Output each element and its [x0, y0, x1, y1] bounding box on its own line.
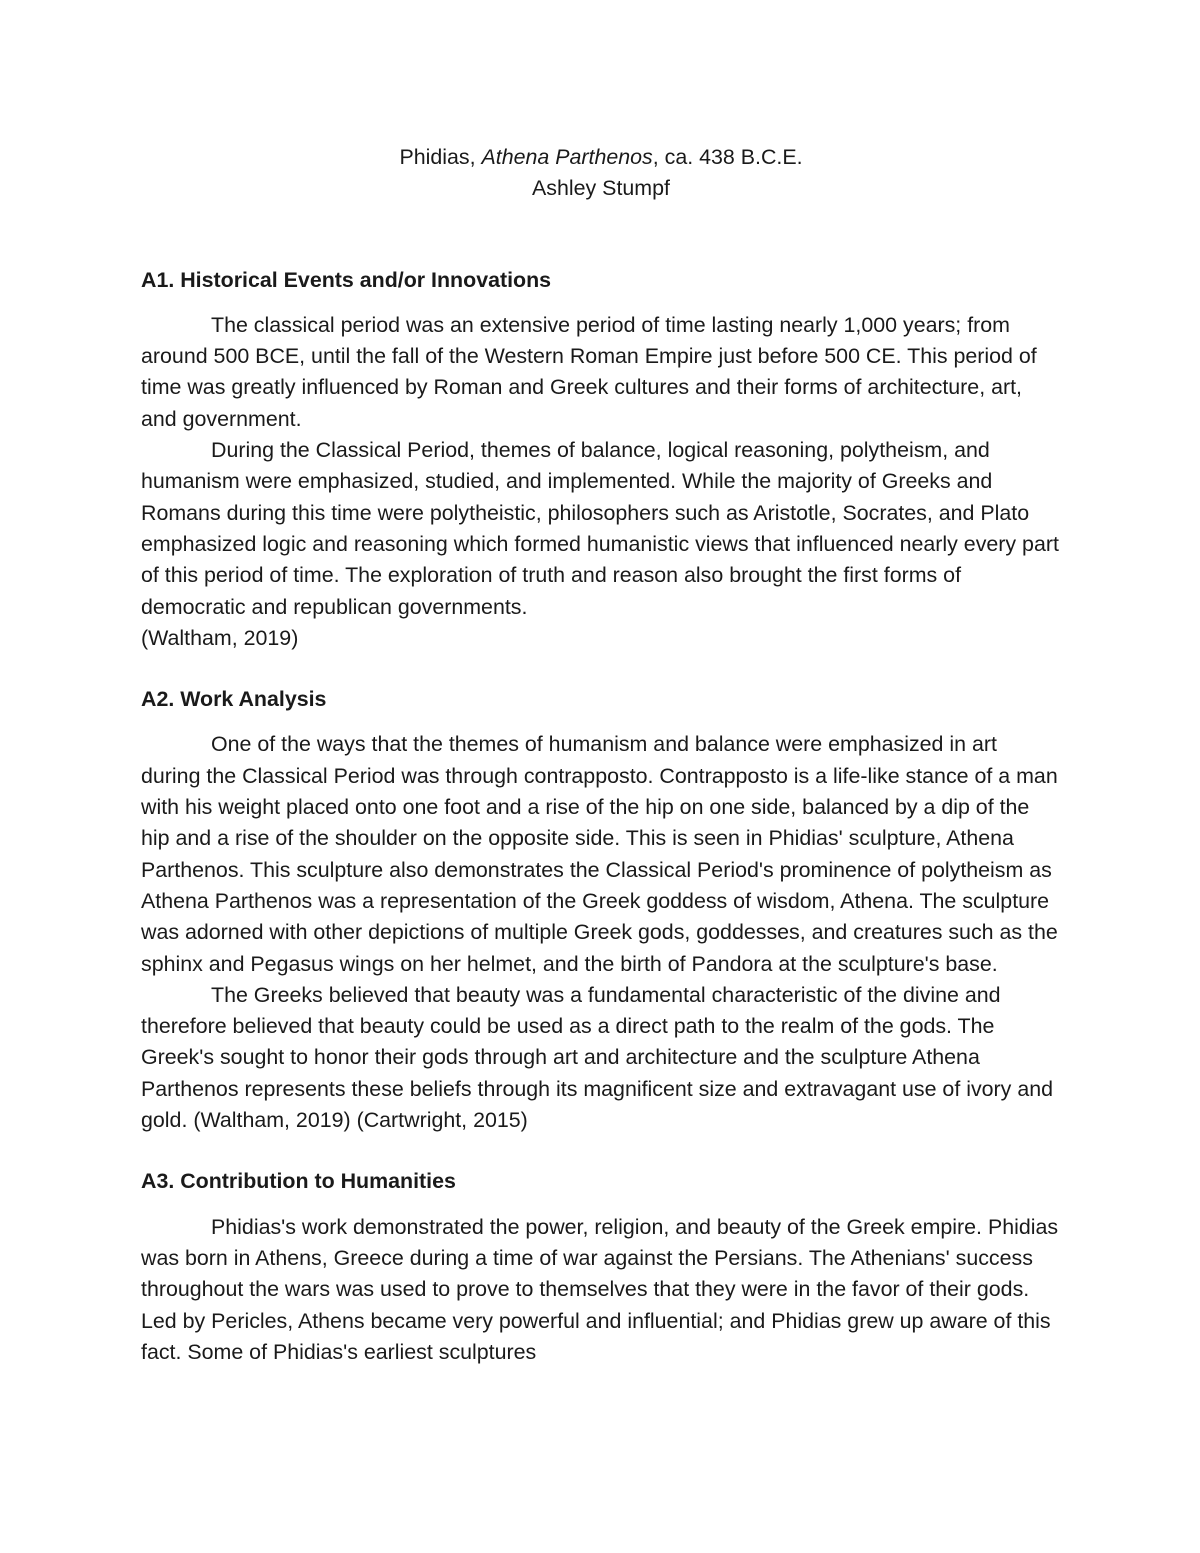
section-contribution-to-humanities — [141, 1166, 1061, 1368]
paragraph: During the Classical Period, themes of balance, logical reasoning, polytheism, and humanism were emphasized, studied, and implemented. While the majority of Greeks and Romans during this time were polytheistic, philosophers such as Aristotle, Socrates, and Plato emphasized logic and reasoning which formed humanistic views that influenced nearly every part of this period of time. The exploration of truth and reason also brought the first forms of democratic and republican governments. — [141, 438, 1059, 619]
section-historical-events — [141, 265, 1061, 655]
title-block — [141, 142, 1061, 205]
student-name: Ashley Stumpf — [532, 176, 670, 201]
paragraph: The classical period was an extensive period of time lasting nearly 1,000 years; from around 500 BCE, until the fall of the Western Roman Empire just before 500 CE. This period of time was greatly influenced by Roman and Greek cultures and their forms of architecture, art, and government. — [141, 312, 1037, 431]
title-work-name: Athena Parthenos — [481, 145, 653, 169]
citation: (Waltham, 2019) — [141, 625, 299, 650]
section-heading: A3. Contribution to Humanities — [141, 1169, 456, 1194]
section-heading: A2. Work Analysis — [141, 687, 327, 712]
section-work-analysis — [141, 684, 1061, 1136]
document-title — [141, 142, 1061, 173]
title-date-suffix: , ca. 438 B.C.E. — [652, 145, 803, 169]
paragraph: The Greeks believed that beauty was a fundamental characteristic of the divine and therefore believed that beauty could be used as a direct path to the realm of the gods. The Greek's sought to honor their gods through art and architecture and the sculpture Athena Parthenos represents these beliefs through its magnificent size and extravagant use of ivory and gold. (Waltham, 2019) (Cartwright, 2015) — [141, 982, 1054, 1133]
section-heading: A1. Historical Events and/or Innovations — [141, 267, 552, 292]
paragraph: Phidias's work demonstrated the power, religion, and beauty of the Greek empire. Phidias was born in Athens, Greece during a time of war against the Persians. The Athenians' success throughout the wars was used to prove to themselves that they were in the favor of their gods. Led by Pericles, Athens became very powerful and influential; and Phidias grew up aware of this fact. Some of Phidias's earliest sculptures — [141, 1214, 1059, 1364]
paragraph: One of the ways that the themes of humanism and balance were emphasized in art during the Classical Period was through contrapposto. Contrapposto is a life-like stance of a man with his weight placed onto one foot and a rise of the hip on one side, balanced by a dip of the hip and a rise of the shoulder on the opposite side. This is seen in Phidias' sculpture, Athena Parthenos. This sculpture also demonstrates the Classical Period's prominence of polytheism as Athena Parthenos was a representation of the Greek goddess of wisdom, Athena. The sculpture was adorned with other depictions of multiple Greek gods, goddesses, and creatures such as the sphinx and Pegasus wings on her helmet, and the birth of Pandora at the sculpture's base. — [141, 732, 1058, 976]
document-content — [141, 142, 1061, 1398]
title-author-prefix: Phidias, — [399, 145, 482, 169]
